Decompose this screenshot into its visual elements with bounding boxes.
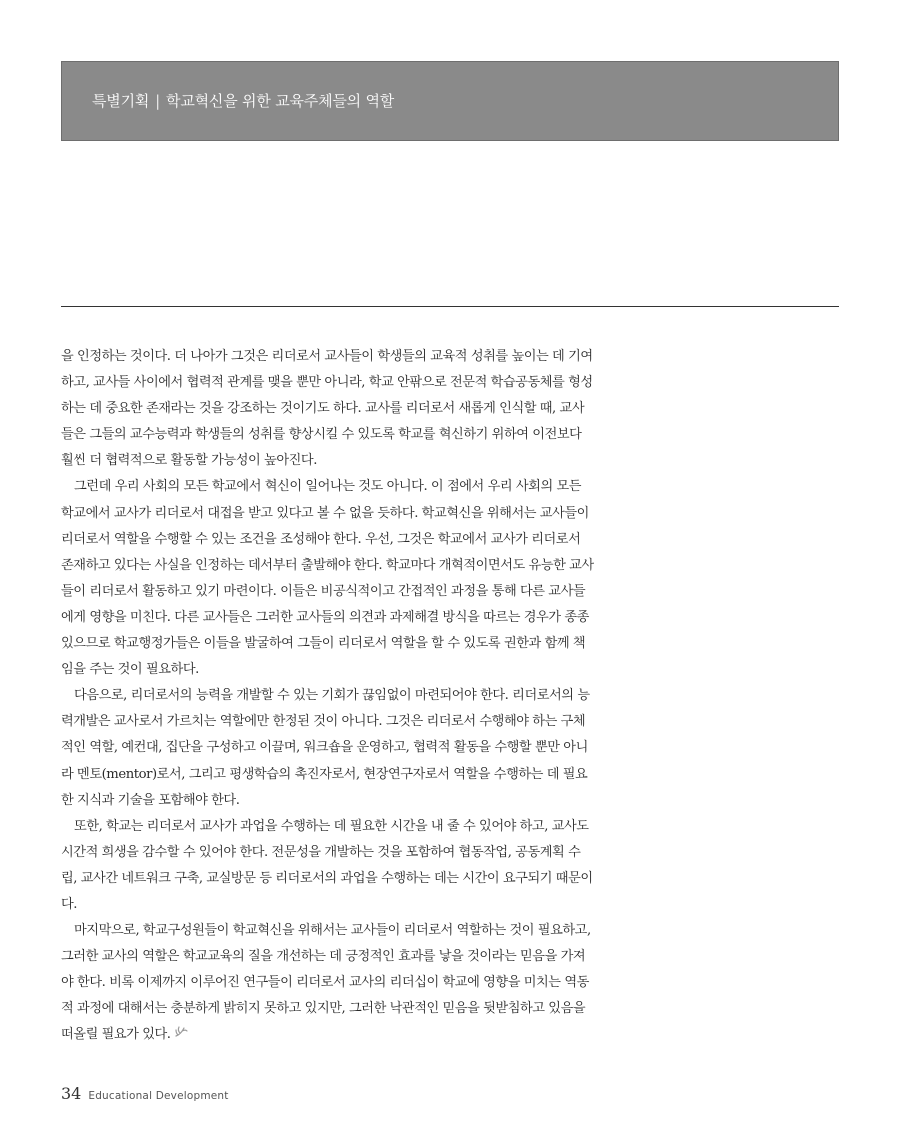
journal-name: Educational Development xyxy=(88,1090,229,1102)
paragraph-5 xyxy=(61,918,596,1048)
section-title: 학교혁신을 위한 교육주체들의 역할 xyxy=(166,92,395,110)
header-separator: | xyxy=(155,92,161,110)
paragraph-4: 또한, 학교는 리더로서 교사가 과업을 수행하는 데 필요한 시간을 내 줄 수 있어야 하고, 교사도 시간적 희생을 감수할 수 있어야 한다. 전문성을 개발하는 것을 포함하여 협동작업, 공동계획 수립, 교사간 네트워크 구축, 교실방문 등 리더로서의 과업을 수행하는 데는 시간이 요구되기 때문이다. xyxy=(61,818,593,912)
paragraph-3: 다음으로, 리더로서의 능력을 개발할 수 있는 기회가 끊임없이 마련되어야 한다. 리더로서의 능력개발은 교사로서 가르치는 역할에만 한정된 것이 아니다. 그것은 리더로서 수행해야 하는 구체적인 역할, 예컨대, 집단을 구성하고 이끌며, 워크숍을 운영하고, 협력적 활동을 수행할 뿐만 아니라 멘토(mentor)로서, 그리고 평생학습의 촉진자로서, 현장연구자로서 역할을 수행하는 데 필요한 지식과 기술을 포함해야 한다. xyxy=(61,688,590,808)
page-number: 34 xyxy=(61,1084,82,1103)
paragraph-2: 그런데 우리 사회의 모든 학교에서 혁신이 일어나는 것도 아니다. 이 점에서 우리 사회의 모든 학교에서 교사가 리더로서 대접을 받고 있다고 볼 수 없을 듯하다. 학교혁신을 위해서는 교사들이 리더로서 역할을 수행할 수 있는 조건을 조성해야 한다. 우선, 그것은 학교에서 교사가 리더로서 존재하고 있다는 사실을 인정하는 데서부터 출발해야 한다. 학교마다 개혁적이면서도 유능한 교사들이 리더로서 활동하고 있기 마련이다. 이들은 비공식적이고 간접적인 과정을 통해 다른 교사들에게 영향을 미친다. 다른 교사들은 그러한 교사들의 의견과 과제해결 방식을 따르는 경우가 종종 있으므로 학교행정가들은 이들을 발굴하여 그들이 리더로서 역할을 할 수 있도록 권한과 함께 책임을 주는 것이 필요하다. xyxy=(61,479,594,678)
page-footer xyxy=(61,1084,229,1104)
article-body xyxy=(61,344,596,1049)
section-header xyxy=(92,90,394,111)
leaf-end-mark-icon xyxy=(175,1027,188,1042)
section-header-bar xyxy=(61,61,839,141)
section-label: 특별기획 xyxy=(92,92,150,110)
paragraph-1: 을 인정하는 것이다. 더 나아가 그것은 리더로서 교사들이 학생들의 교육적 성취를 높이는 데 기여하고, 교사들 사이에서 협력적 관계를 맺을 뿐만 아니라, 학교 안팎으로 전문적 학습공동체를 형성하는 데 중요한 존재라는 것을 강조하는 것이기도 하다. 교사를 리더로서 새롭게 인식할 때, 교사들은 그들의 교수능력과 학생들의 성취를 향상시킬 수 있도록 학교를 혁신하기 위하여 이전보다 훨씬 더 협력적으로 활동할 가능성이 높아진다. xyxy=(61,349,593,469)
paragraph-5-text: 마지막으로, 학교구성원들이 학교혁신을 위해서는 교사들이 리더로서 역할하는 것이 필요하고, 그러한 교사의 역할은 학교교육의 질을 개선하는 데 긍정적인 효과를 낳을 것이라는 믿음을 가져야 한다. 비록 이제까지 이루어진 연구들이 리더로서 교사의 리더십이 학교에 영향을 미치는 역동적 과정에 대해서는 충분하게 밝히지 못하고 있지만, 그러한 낙관적인 믿음을 뒷받침하고 있음을 떠올릴 필요가 있다. xyxy=(61,923,591,1043)
horizontal-rule xyxy=(61,306,839,307)
